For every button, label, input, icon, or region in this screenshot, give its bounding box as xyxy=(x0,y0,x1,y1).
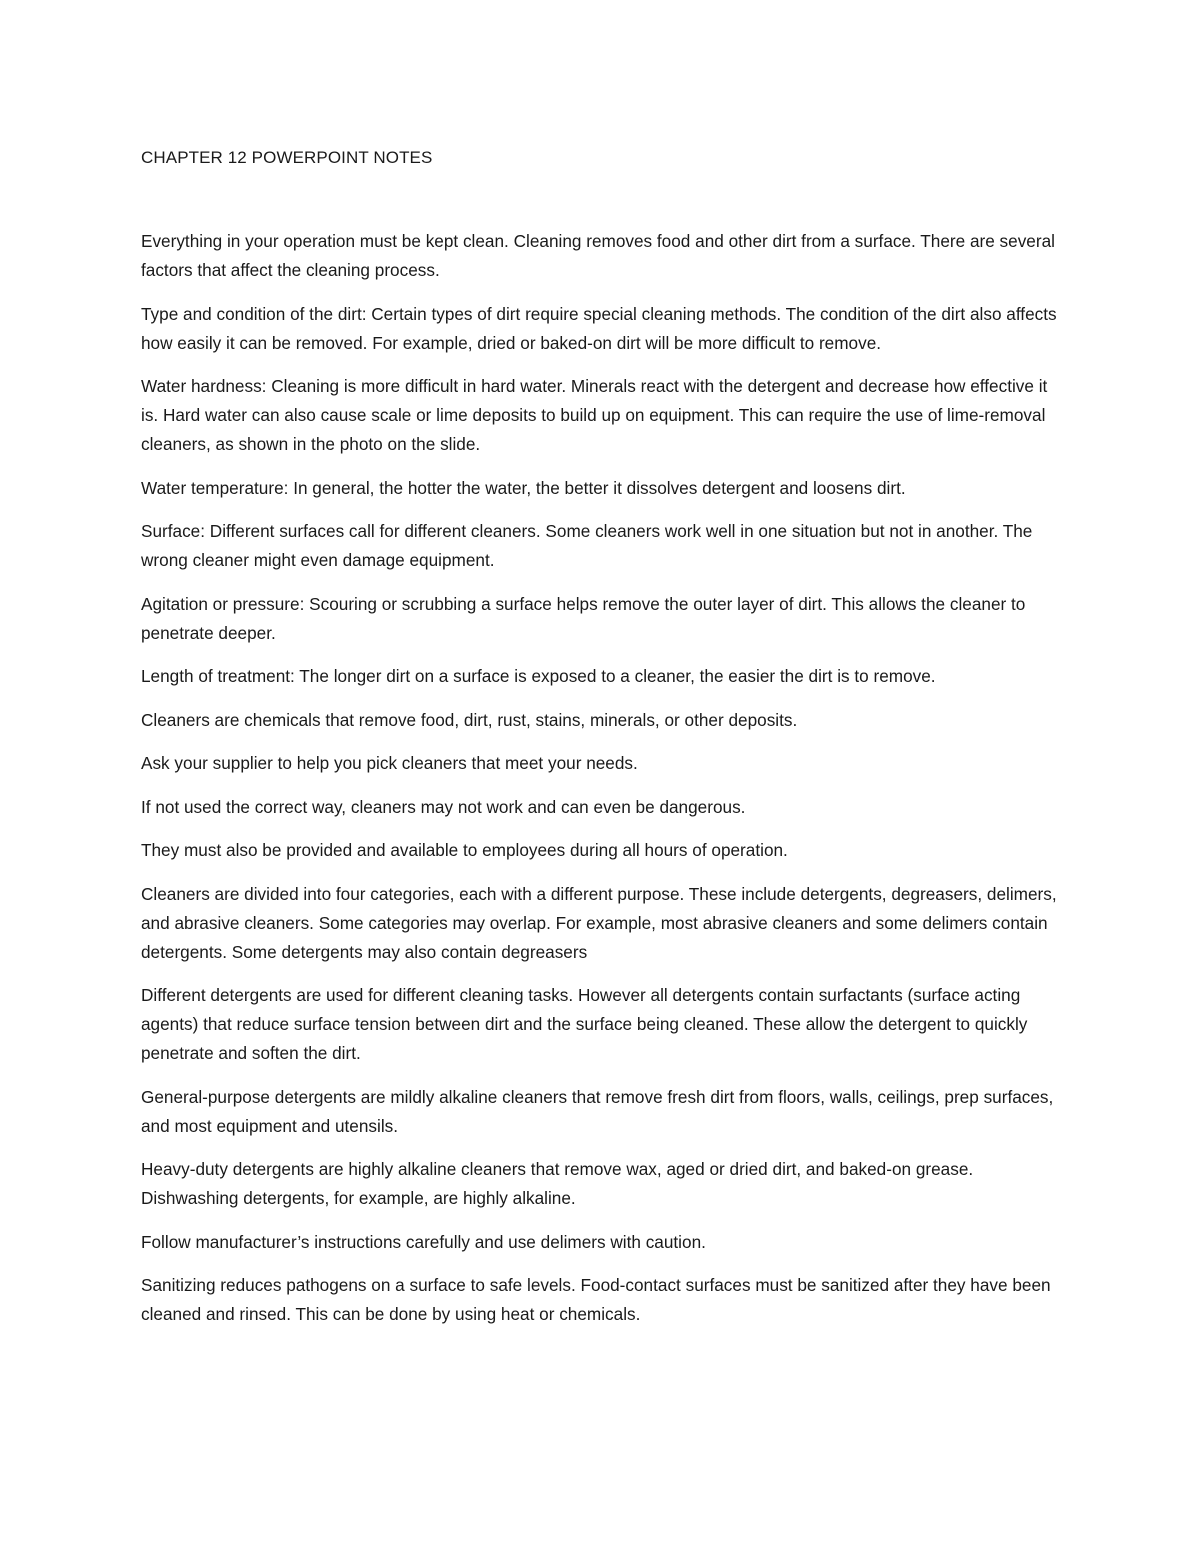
paragraph-detergents: Different detergents are used for different cleaning tasks. However all detergents contain surfactants (surface acting agents) that reduce surface tension between dirt and the surface being cleaned. These allow the detergent to quickly penetrate and soften the dirt. xyxy=(141,985,1028,1063)
paragraph-cleaning-intro: Everything in your operation must be kept clean. Cleaning removes food and other dirt from a surface. There are several factors that affect the cleaning process. xyxy=(141,231,1055,280)
paragraph-dirt-type: Type and condition of the dirt: Certain types of dirt require special cleaning methods. The condition of the dirt also affects how easily it can be removed. For example, dried or baked-on dirt will be more difficult to remove. xyxy=(141,303,1057,353)
paragraph-cleaners-definition: Cleaners are chemicals that remove food, dirt, rust, stains, minerals, or other deposits. xyxy=(141,709,798,730)
paragraph-water-hardness: Water hardness: Cleaning is more difficult in hard water. Minerals react with the detergent and decrease how effective it is. Hard water can also cause scale or lime deposits to build up on equipment. This can require the use of lime-removal cleaners, as shown in the photo on the slide. xyxy=(141,376,1048,454)
paragraph-cleaner-categories: Cleaners are divided into four categories, each with a different purpose. These include detergents, degreasers, delimers, and abrasive cleaners. Some categories may overlap. For example, most abrasive cleaners and some delimers contain detergents. Some detergents may also contain degreasers xyxy=(141,883,1057,962)
paragraph-sanitizing: Sanitizing reduces pathogens on a surface to safe levels. Food-contact surfaces must be sanitized after they have been cleaned and rinsed. This can be done by using heat or chemicals. xyxy=(141,1275,1051,1324)
paragraph-agitation: Agitation or pressure: Scouring or scrubbing a surface helps remove the outer layer of dirt. This allows the cleaner to penetrate deeper. xyxy=(141,593,1026,643)
paragraph-water-temperature: Water temperature: In general, the hotter the water, the better it dissolves detergent and loosens dirt. xyxy=(141,477,906,498)
paragraph-general-purpose: General-purpose detergents are mildly alkaline cleaners that remove fresh dirt from floors, walls, ceilings, prep surfaces, and most equipment and utensils. xyxy=(141,1086,1054,1136)
paragraph-delimers: Follow manufacturer’s instructions carefully and use delimers with caution. xyxy=(141,1231,706,1252)
document-title: CHAPTER 12 POWERPOINT NOTES xyxy=(141,148,433,167)
paragraph-correct-use: If not used the correct way, cleaners may not work and can even be dangerous. xyxy=(141,796,746,817)
paragraph-treatment-length: Length of treatment: The longer dirt on a surface is exposed to a cleaner, the easier the dirt is to remove. xyxy=(141,666,936,686)
paragraph-surface: Surface: Different surfaces call for different cleaners. Some cleaners work well in one situation but not in another. The wrong cleaner might even damage equipment. xyxy=(141,521,1033,570)
paragraph-heavy-duty: Heavy-duty detergents are highly alkaline cleaners that remove wax, aged or dried dirt, and baked-on grease. Dishwashing detergents, for example, are highly alkaline. xyxy=(141,1159,974,1208)
paragraph-availability: They must also be provided and available to employees during all hours of operation. xyxy=(141,840,788,860)
paragraph-supplier: Ask your supplier to help you pick cleaners that meet your needs. xyxy=(141,753,638,773)
